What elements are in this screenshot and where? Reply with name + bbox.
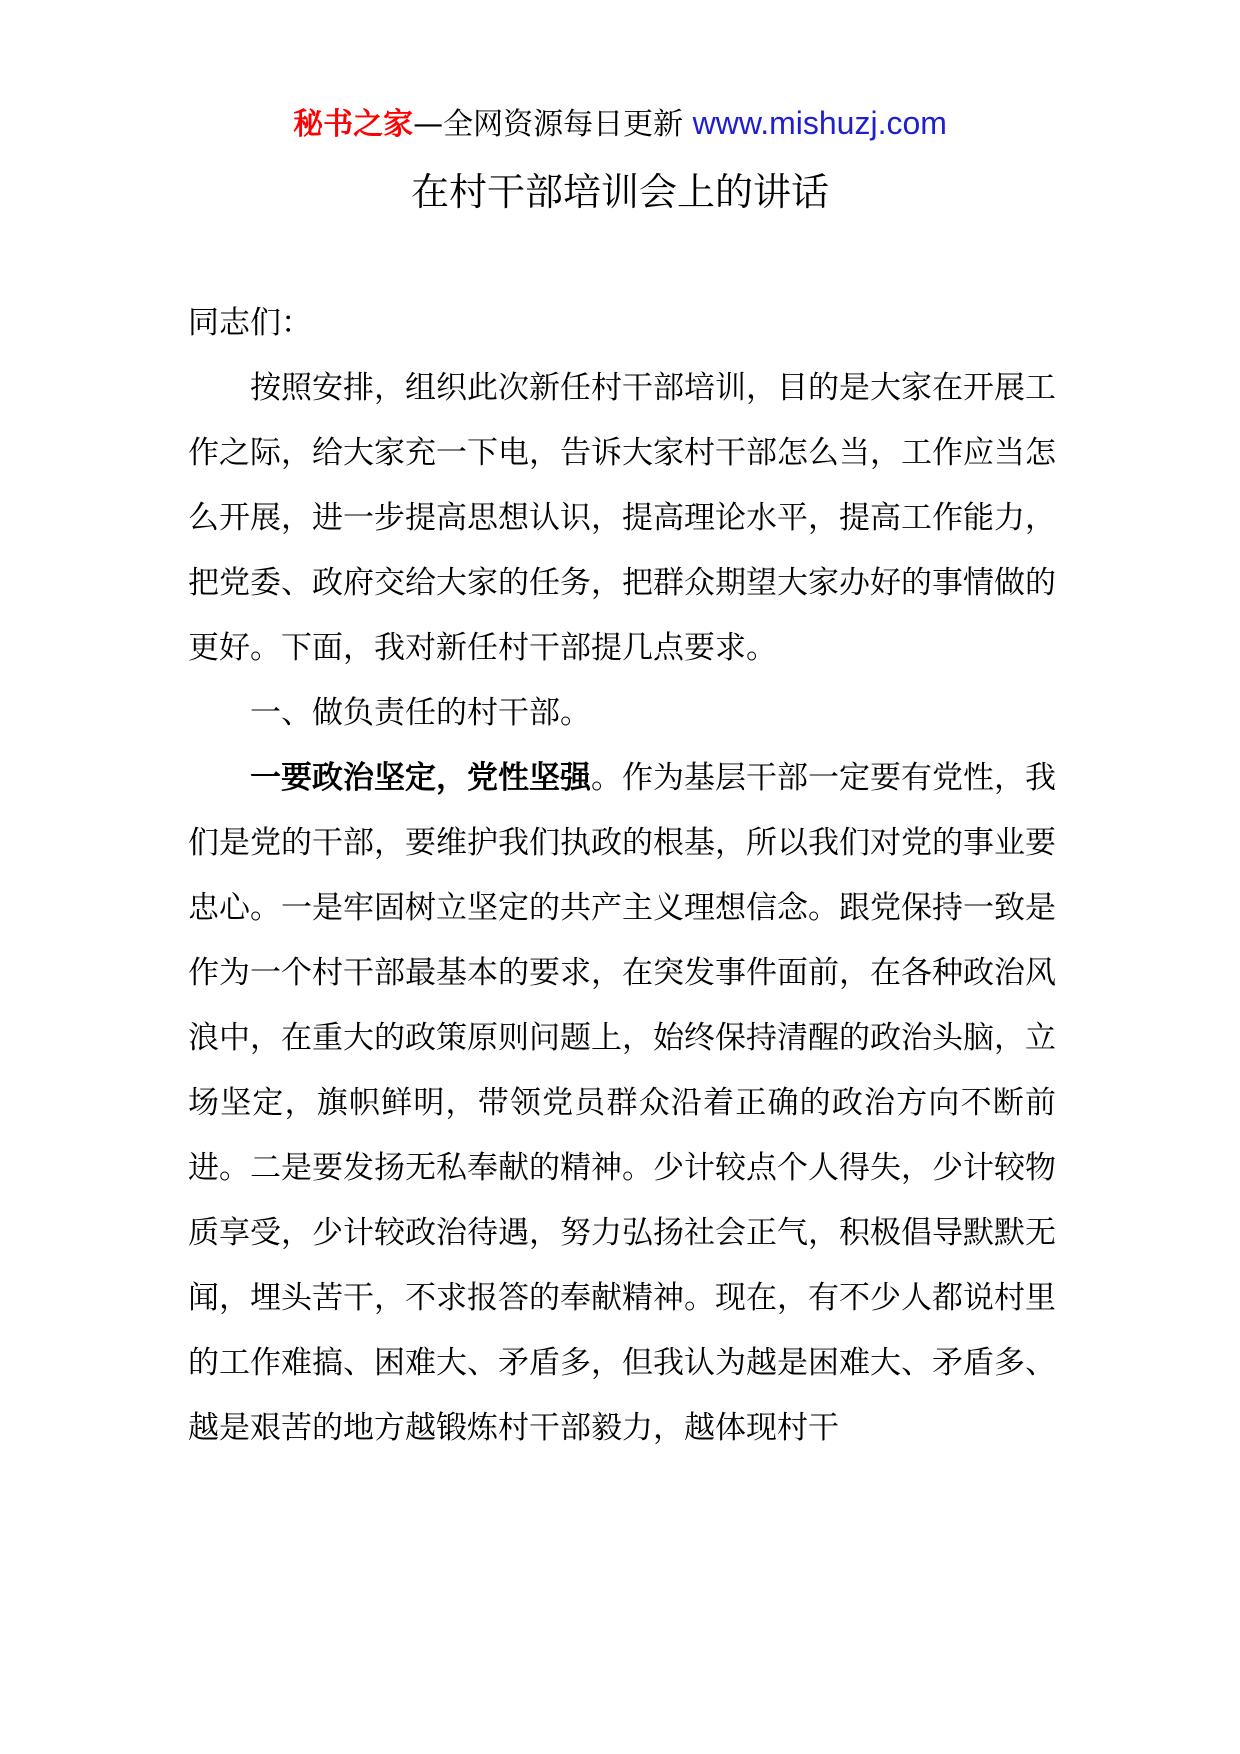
- site-header: [0, 100, 1240, 148]
- document-title: 在村干部培训会上的讲话: [410, 170, 829, 214]
- site-brand: 秘书之家: [293, 107, 414, 142]
- document-body: [188, 291, 1056, 1461]
- section-1-paragraph: [188, 746, 1056, 1461]
- site-url-link[interactable]: www.mishuzj.com: [692, 105, 947, 141]
- section-1-bold-lead: 一要政治坚定，党性坚强: [250, 760, 591, 796]
- intro-paragraph: 按照安排，组织此次新任村干部培训，目的是大家在开展工作之际，给大家充一下电，告诉大家村干部怎么当，工作应当怎么开展，进一步提高思想认识，提高理论水平，提高工作能力，把党委、政府交给大家的任务，把群众期望大家办好的事情做的更好。下面，我对新任村干部提几点要求。: [188, 370, 1056, 666]
- section-heading-1: 一、做负责任的村干部。: [250, 695, 591, 731]
- section-1-text: 。作为基层干部一定要有党性，我们是党的干部，要维护我们执政的根基，所以我们对党的事业要忠心。一是牢固树立坚定的共产主义理想信念。跟党保持一致是作为一个村干部最基本的要求，在突发事件面前，在各种政治风浪中，在重大的政策原则问题上，始终保持清醒的政治头脑，立场坚定，旗帜鲜明，带领党员群众沿着正确的政治方向不断前进。二是要发扬无私奉献的精神。少计较点个人得失，少计较物质享受，少计较政治待遇，努力弘扬社会正气，积极倡导默默无闻，埋头苦干，不求报答的奉献精神。现在，有不少人都说村里的工作难搞、困难大、矛盾多，但我认为越是困难大、矛盾多、越是艰苦的地方越锻炼村干部毅力，越体现村干: [188, 760, 1056, 1446]
- site-slogan: —全网资源每日更新: [413, 107, 693, 142]
- salutation: 同志们：: [188, 305, 312, 341]
